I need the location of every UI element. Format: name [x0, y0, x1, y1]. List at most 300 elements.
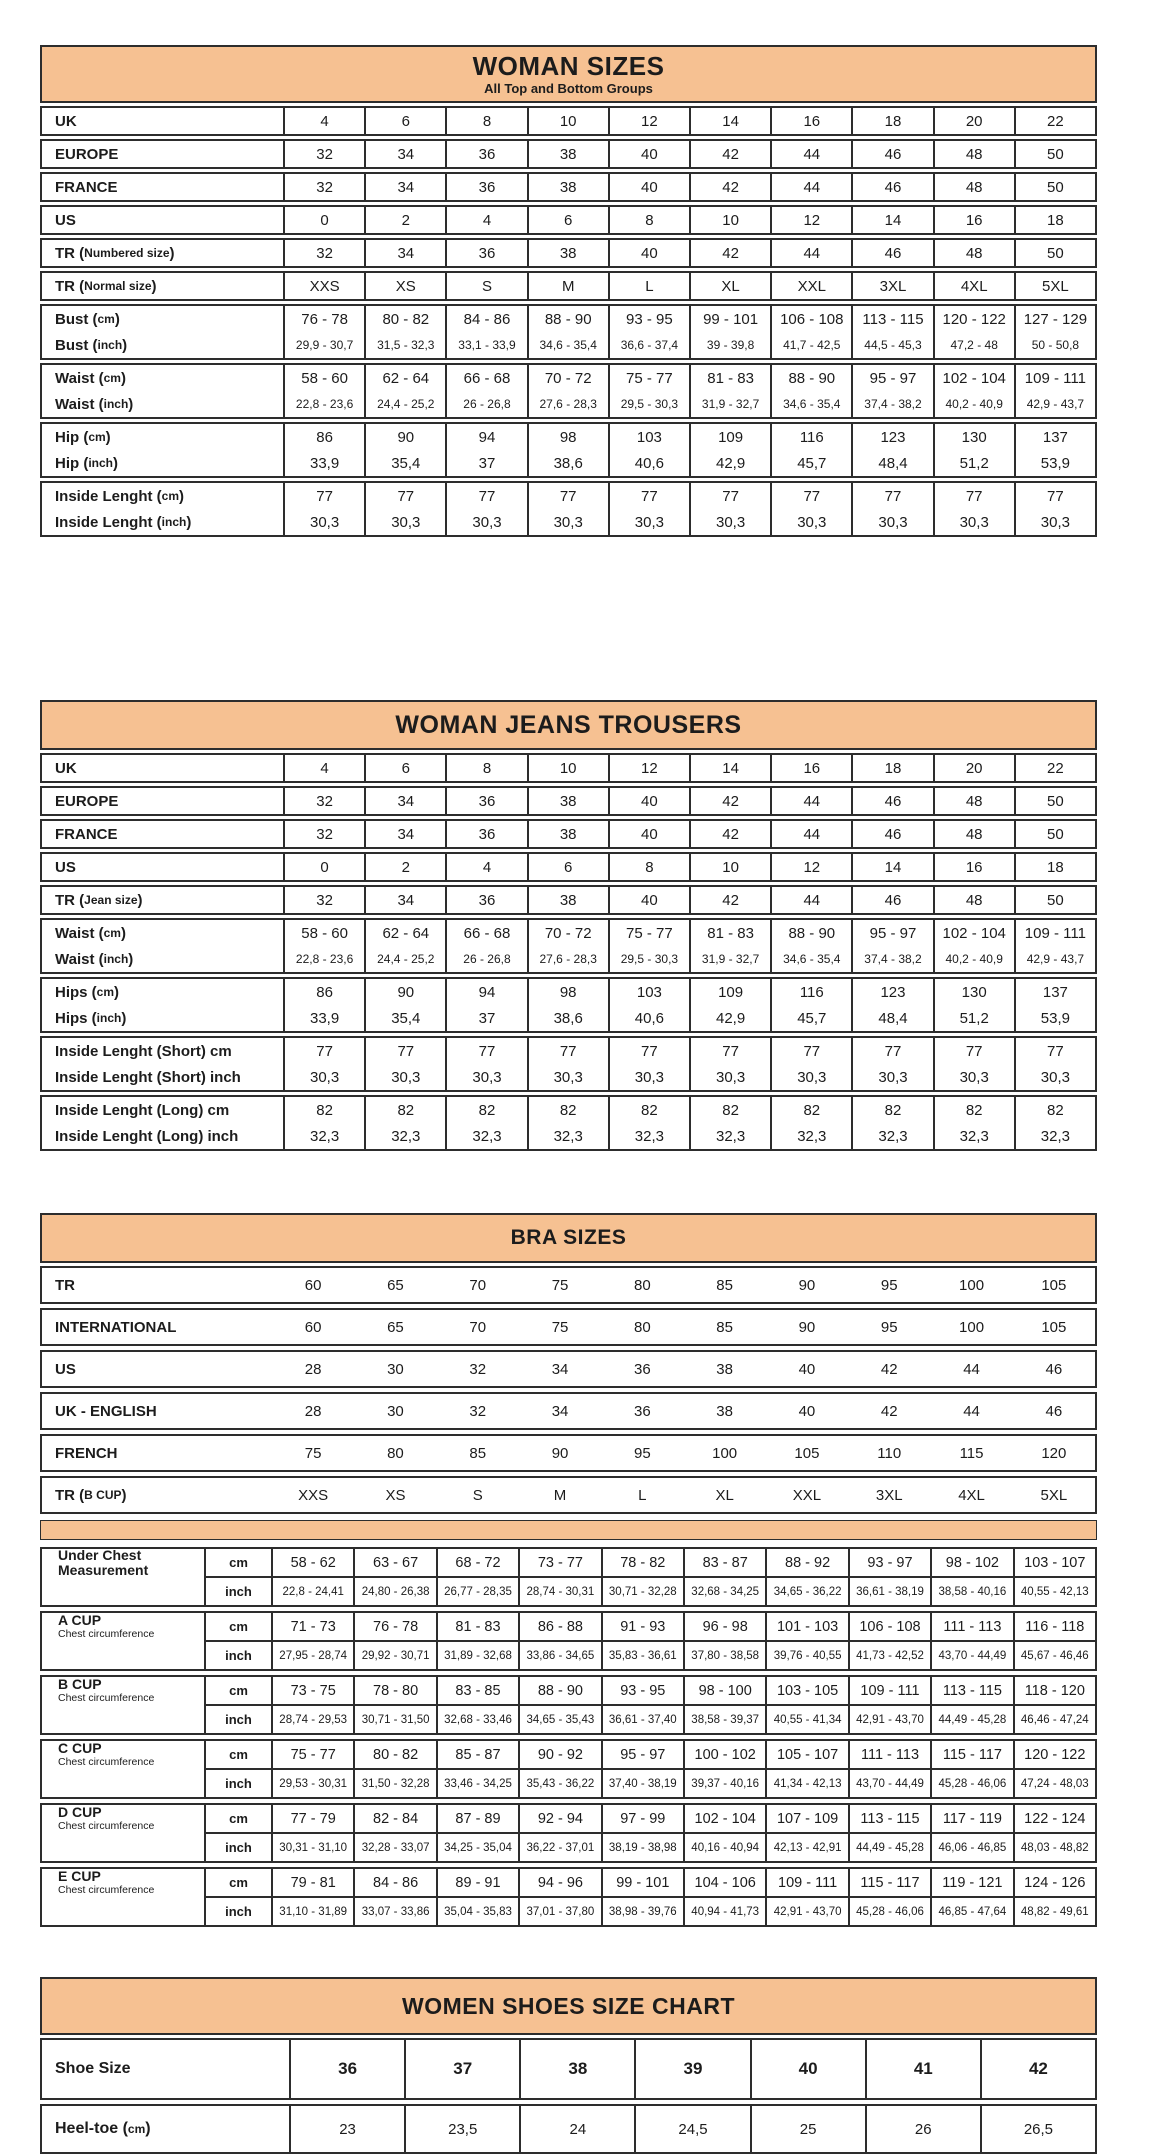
size-value: 113 - 115 [930, 1677, 1012, 1706]
size-value: 77 [527, 1038, 608, 1064]
size-value: 46,85 - 47,64 [930, 1898, 1012, 1925]
size-value: 76 - 78 [353, 1613, 435, 1642]
row-label: UK [55, 759, 77, 777]
woman-sizes-table [40, 45, 1097, 537]
size-value: 38,58 - 40,16 [930, 1578, 1012, 1605]
size-value: 31,89 - 32,68 [436, 1642, 518, 1669]
size-value: 36 [445, 240, 526, 266]
size-value: 98 [527, 979, 608, 1005]
size-value: 42 [689, 788, 770, 814]
size-value: 105 - 107 [765, 1741, 847, 1770]
size-value: 58 - 60 [283, 920, 364, 946]
size-value: 89 - 91 [436, 1869, 518, 1898]
size-value: 41,34 - 42,13 [765, 1770, 847, 1797]
size-value: 3XL [875, 1486, 903, 1504]
size-value: 37,4 - 38,2 [851, 946, 932, 972]
row-group [40, 2038, 1097, 2100]
size-value: 30,3 [445, 509, 526, 535]
size-value: 44 [963, 1360, 980, 1378]
cup-row-group [40, 1803, 1097, 1863]
size-value: 44 [963, 1402, 980, 1420]
size-value: 63 - 67 [353, 1549, 435, 1578]
row-group [40, 1392, 1097, 1430]
size-value: 6 [364, 755, 445, 781]
row-label: Waist ( cm ) [55, 369, 126, 387]
size-value: 35,4 [364, 1005, 445, 1031]
size-value: 42,9 [689, 450, 770, 476]
size-value: 2 [364, 854, 445, 880]
size-value: 30,3 [770, 1064, 851, 1090]
size-value: 106 - 108 [770, 306, 851, 332]
size-value: 117 - 119 [930, 1805, 1012, 1834]
size-value: 36 [445, 887, 526, 913]
size-value: S [472, 1486, 483, 1504]
woman-jeans-rows [40, 753, 1097, 1151]
size-value: 30,3 [689, 1064, 770, 1090]
size-value: 77 [851, 1038, 932, 1064]
size-value: 130 [933, 979, 1014, 1005]
size-value: 96 - 98 [683, 1613, 765, 1642]
size-value: 33,86 - 34,65 [518, 1642, 600, 1669]
row-label: TR ( Numbered size ) [55, 244, 175, 262]
size-value: 120 [1041, 1444, 1067, 1462]
unit-label-inch: inch [204, 1578, 271, 1605]
size-value: 46 [851, 240, 932, 266]
row-group [40, 885, 1097, 915]
size-value: 68 - 72 [436, 1549, 518, 1578]
size-value: 38 [527, 141, 608, 167]
size-value: 8 [608, 854, 689, 880]
size-value: 38 [527, 174, 608, 200]
size-value: 99 - 101 [689, 306, 770, 332]
row-label: UK - ENGLISH [55, 1402, 157, 1420]
row-group [40, 819, 1097, 849]
row-group [40, 238, 1097, 268]
size-value: 70 - 72 [527, 365, 608, 391]
size-value: 85 - 87 [436, 1741, 518, 1770]
size-value: 34 [364, 174, 445, 200]
size-value: 81 - 83 [436, 1613, 518, 1642]
row-group [40, 1308, 1097, 1346]
size-value: 37,01 - 37,80 [518, 1898, 600, 1925]
size-value: 8 [608, 207, 689, 233]
size-value: 18 [851, 108, 932, 134]
size-value: 40,2 - 40,9 [933, 946, 1014, 972]
size-value: 3XL [851, 273, 932, 299]
size-value: 137 [1014, 424, 1095, 450]
size-value: 84 - 86 [353, 1869, 435, 1898]
cup-row-group [40, 1611, 1097, 1671]
size-value: 75 [304, 1444, 322, 1462]
size-value: 50 [1014, 887, 1095, 913]
row-group [40, 1036, 1097, 1092]
row-group [40, 304, 1097, 360]
size-value: 27,6 - 28,3 [527, 946, 608, 972]
size-value: 12 [770, 854, 851, 880]
size-value: 32,68 - 34,25 [683, 1578, 765, 1605]
divider-band [40, 1520, 1097, 1540]
size-value: 46,06 - 46,85 [930, 1834, 1012, 1861]
size-value: 103 [608, 424, 689, 450]
size-value: 73 - 75 [271, 1677, 353, 1706]
size-value: XL [715, 1486, 734, 1504]
size-value: 10 [527, 108, 608, 134]
size-value: 48 [933, 240, 1014, 266]
size-value: 41,7 - 42,5 [770, 332, 851, 358]
size-value: 32 [283, 141, 364, 167]
row-label: Waist ( inch ) [55, 395, 134, 413]
size-value: 37,80 - 38,58 [683, 1642, 765, 1669]
size-value: 26 - 26,8 [445, 391, 526, 417]
size-value: 40,55 - 41,34 [765, 1706, 847, 1733]
row-group [40, 172, 1097, 202]
size-value: 99 - 101 [601, 1869, 683, 1898]
size-value: L [608, 273, 689, 299]
size-value: 4 [445, 207, 526, 233]
size-value: 109 [689, 979, 770, 1005]
row-group [40, 1095, 1097, 1151]
size-value: 38 [527, 240, 608, 266]
size-value: 115 - 117 [930, 1741, 1012, 1770]
size-value: 65 [387, 1276, 404, 1294]
size-chart-page [40, 45, 1097, 2154]
size-value: 85 [716, 1318, 733, 1336]
size-value: 30,71 - 32,28 [601, 1578, 683, 1605]
bra-sizes-header [40, 1213, 1097, 1263]
size-value: 77 [770, 483, 851, 509]
size-value: 71 - 73 [271, 1613, 353, 1642]
table-title: BRA SIZES [510, 1226, 627, 1249]
size-value: 102 - 104 [933, 365, 1014, 391]
size-value: 28 [304, 1360, 322, 1378]
woman-jeans-header [40, 700, 1097, 750]
size-value: 95 [634, 1444, 651, 1462]
size-value: 86 - 88 [518, 1613, 600, 1642]
size-value: 75 - 77 [608, 365, 689, 391]
row-label: Inside Lenght ( inch ) [55, 513, 192, 531]
size-value: 46,46 - 47,24 [1013, 1706, 1095, 1733]
size-value: 95 [880, 1318, 898, 1336]
cup-row-group [40, 1867, 1097, 1927]
size-value: 18 [851, 755, 932, 781]
size-value: 36 [289, 2040, 404, 2098]
size-value: 80 - 82 [364, 306, 445, 332]
size-value: 40 [608, 141, 689, 167]
row-label: UK [55, 112, 77, 130]
size-value: 77 [689, 483, 770, 509]
size-value: 22 [1014, 755, 1095, 781]
size-value: 34 [364, 141, 445, 167]
size-value: 33,9 [283, 1005, 364, 1031]
woman-sizes-header [40, 45, 1097, 103]
size-value: 45,7 [770, 1005, 851, 1031]
size-value: 34 [551, 1360, 569, 1378]
size-value: 32,3 [1014, 1123, 1095, 1149]
size-value: 77 [689, 1038, 770, 1064]
size-value: 26,5 [980, 2106, 1095, 2152]
size-value: 97 - 99 [601, 1805, 683, 1834]
size-value: 22,8 - 24,41 [271, 1578, 353, 1605]
row-label: TR ( Normal size ) [55, 277, 157, 295]
size-value: 40 [608, 788, 689, 814]
size-value: 109 - 111 [765, 1869, 847, 1898]
size-value: 82 [689, 1097, 770, 1123]
size-value: 10 [689, 207, 770, 233]
size-value: 76 - 78 [283, 306, 364, 332]
size-value: 77 [608, 483, 689, 509]
row-label: Hips ( inch ) [55, 1009, 127, 1027]
size-value: 82 [445, 1097, 526, 1123]
size-value: 80 - 82 [353, 1741, 435, 1770]
size-value: 44,5 - 45,3 [851, 332, 932, 358]
size-value: 27,6 - 28,3 [527, 391, 608, 417]
size-value: 88 - 92 [765, 1549, 847, 1578]
unit-label-cm: cm [204, 1741, 271, 1770]
size-value: 77 - 79 [271, 1805, 353, 1834]
size-value: 5XL [1014, 273, 1095, 299]
row-label: Waist ( cm ) [55, 924, 126, 942]
row-label: FRENCH [55, 1444, 118, 1462]
size-value: 50 [1014, 240, 1095, 266]
size-value: 40,6 [608, 1005, 689, 1031]
row-group [40, 106, 1097, 136]
size-value: 37,40 - 38,19 [601, 1770, 683, 1797]
row-group [40, 481, 1097, 537]
size-value: 42 [689, 887, 770, 913]
size-value: 48,82 - 49,61 [1013, 1898, 1095, 1925]
size-value: 39,37 - 40,16 [683, 1770, 765, 1797]
size-value: 35,83 - 36,61 [601, 1642, 683, 1669]
size-value: 42 [980, 2040, 1095, 2098]
size-value: 30,3 [851, 509, 932, 535]
unit-label-cm: cm [204, 1869, 271, 1898]
row-label: Shoe Size [55, 2060, 131, 2077]
shoes-header [40, 1977, 1097, 2035]
size-value: 0 [283, 207, 364, 233]
row-label: INTERNATIONAL [55, 1318, 177, 1336]
size-value: 41,73 - 42,52 [848, 1642, 930, 1669]
row-label: Heel-toe ( cm ) [55, 2120, 151, 2137]
size-value: 98 [527, 424, 608, 450]
size-value: 46 [851, 174, 932, 200]
size-value: 12 [608, 755, 689, 781]
size-value: 31,10 - 31,89 [271, 1898, 353, 1925]
unit-label-inch: inch [204, 1642, 271, 1669]
size-value: 30,3 [283, 509, 364, 535]
size-value: 38,6 [527, 1005, 608, 1031]
row-group [40, 852, 1097, 882]
size-value: 85 [469, 1444, 487, 1462]
size-value: 6 [364, 108, 445, 134]
shoes-table [40, 1977, 1097, 2154]
row-label: FRANCE [55, 178, 118, 196]
size-value: 12 [608, 108, 689, 134]
size-value: 82 [364, 1097, 445, 1123]
cup-label: E CUP Chest circumference [58, 1869, 155, 1896]
size-value: 111 - 113 [848, 1741, 930, 1770]
size-value: 86 [283, 979, 364, 1005]
size-value: 4 [445, 854, 526, 880]
size-value: 118 - 120 [1013, 1677, 1095, 1706]
size-value: 47,24 - 48,03 [1013, 1770, 1095, 1797]
size-value: 42,9 [689, 1005, 770, 1031]
size-value: 62 - 64 [364, 920, 445, 946]
size-value: 116 [770, 979, 851, 1005]
table-title: WOMEN SHOES SIZE CHART [401, 1993, 735, 2019]
size-value: 42 [689, 141, 770, 167]
size-value: 60 [304, 1318, 322, 1336]
size-value: 98 - 102 [930, 1549, 1012, 1578]
size-value: 92 - 94 [518, 1805, 600, 1834]
size-value: 100 [959, 1318, 985, 1336]
size-value: 30,3 [608, 1064, 689, 1090]
size-value: 6 [527, 854, 608, 880]
cup-label: Under Chest Measurement [58, 1549, 149, 1576]
size-value: 5XL [1040, 1486, 1068, 1504]
size-value: 38 [716, 1360, 733, 1378]
size-value: 46 [851, 887, 932, 913]
size-value: 28,74 - 30,31 [518, 1578, 600, 1605]
size-value: XXL [792, 1486, 822, 1504]
row-label: TR ( Jean size ) [55, 891, 143, 909]
size-value: 48 [933, 788, 1014, 814]
table-title: WOMAN JEANS TROUSERS [395, 711, 742, 739]
size-value: 58 - 60 [283, 365, 364, 391]
row-label: Hip ( cm ) [55, 428, 111, 446]
size-value: M [553, 1486, 567, 1504]
size-value: 40 [608, 174, 689, 200]
size-value: 45,7 [770, 450, 851, 476]
size-value: 77 [364, 1038, 445, 1064]
size-value: 32,3 [770, 1123, 851, 1149]
size-value: 70 [469, 1318, 487, 1336]
size-value: 30,3 [851, 1064, 932, 1090]
size-value: 116 [770, 424, 851, 450]
size-value: 30,3 [283, 1064, 364, 1090]
size-value: 119 - 121 [930, 1869, 1012, 1898]
size-value: 77 [445, 483, 526, 509]
size-value: XS [364, 273, 445, 299]
size-value: 40 [750, 2040, 865, 2098]
size-value: 95 - 97 [851, 920, 932, 946]
shoes-rows [40, 2038, 1097, 2154]
size-value: 38 [716, 1402, 733, 1420]
size-value: 22,8 - 23,6 [283, 391, 364, 417]
size-value: 90 - 92 [518, 1741, 600, 1770]
size-value: 36 [634, 1360, 651, 1378]
size-value: 32,3 [527, 1123, 608, 1149]
size-value: 30,3 [689, 509, 770, 535]
size-value: 38 [527, 788, 608, 814]
cup-row-group [40, 1547, 1097, 1607]
size-value: 33,46 - 34,25 [436, 1770, 518, 1797]
size-value: 88 - 90 [527, 306, 608, 332]
size-value: 58 - 62 [271, 1549, 353, 1578]
size-value: 44 [770, 240, 851, 266]
size-value: 82 [933, 1097, 1014, 1123]
size-value: 32,3 [445, 1123, 526, 1149]
size-value: 29,5 - 30,3 [608, 391, 689, 417]
size-value: 115 [959, 1444, 984, 1462]
size-value: 35,04 - 35,83 [436, 1898, 518, 1925]
size-value: 44 [770, 821, 851, 847]
size-value: 32,3 [608, 1123, 689, 1149]
size-value: 41 [865, 2040, 980, 2098]
size-value: 30,3 [527, 1064, 608, 1090]
size-value: S [445, 273, 526, 299]
size-value: 44 [770, 174, 851, 200]
size-value: 113 - 115 [848, 1805, 930, 1834]
size-value: 66 - 68 [445, 920, 526, 946]
size-value: 88 - 90 [518, 1677, 600, 1706]
size-value: 82 [770, 1097, 851, 1123]
size-value: 24 [519, 2106, 634, 2152]
size-value: 130 [933, 424, 1014, 450]
size-value: 127 - 129 [1014, 306, 1095, 332]
row-label: FRANCE [55, 825, 118, 843]
table-title: WOMAN SIZES [472, 51, 665, 81]
size-value: 48,03 - 48,82 [1013, 1834, 1095, 1861]
row-label: Hips ( cm ) [55, 983, 120, 1001]
size-value: 105 [1041, 1318, 1067, 1336]
unit-label-cm: cm [204, 1677, 271, 1706]
row-group [40, 139, 1097, 169]
size-value: 32 [283, 821, 364, 847]
row-group [40, 918, 1097, 974]
size-value: 109 [689, 424, 770, 450]
size-value: 36,61 - 37,40 [601, 1706, 683, 1733]
size-value: 26,77 - 28,35 [436, 1578, 518, 1605]
size-value: 34 [364, 821, 445, 847]
size-value: 77 [283, 1038, 364, 1064]
size-value: 93 - 97 [848, 1549, 930, 1578]
size-value: 32,3 [364, 1123, 445, 1149]
size-value: 50 - 50,8 [1014, 332, 1095, 358]
size-value: 115 - 117 [848, 1869, 930, 1898]
size-value: 75 [551, 1276, 569, 1294]
size-value: 26 [865, 2106, 980, 2152]
row-label: TR [55, 1276, 75, 1294]
size-value: 14 [689, 108, 770, 134]
size-value: 107 - 109 [765, 1805, 847, 1834]
size-value: 24,4 - 25,2 [364, 391, 445, 417]
size-value: 83 - 85 [436, 1677, 518, 1706]
size-value: 30,3 [527, 509, 608, 535]
size-value: 31,5 - 32,3 [364, 332, 445, 358]
size-value: 113 - 115 [851, 306, 932, 332]
size-value: 30 [387, 1360, 404, 1378]
size-value: 35,4 [364, 450, 445, 476]
size-value: 60 [304, 1276, 322, 1294]
size-value: 40,16 - 40,94 [683, 1834, 765, 1861]
size-value: 90 [364, 424, 445, 450]
cup-label: B CUP Chest circumference [58, 1677, 155, 1704]
size-value: 111 - 113 [930, 1613, 1012, 1642]
size-value: 46 [851, 788, 932, 814]
size-value: 37 [445, 1005, 526, 1031]
size-value: 4 [283, 755, 364, 781]
size-value: 103 - 105 [765, 1677, 847, 1706]
size-value: 37 [445, 450, 526, 476]
size-value: 82 - 84 [353, 1805, 435, 1834]
size-value: 4XL [958, 1486, 985, 1504]
size-value: 34,25 - 35,04 [436, 1834, 518, 1861]
size-value: 33,07 - 33,86 [353, 1898, 435, 1925]
size-value: 32 [283, 887, 364, 913]
size-value: XL [689, 273, 770, 299]
size-value: 34 [364, 240, 445, 266]
size-value: 30,3 [933, 1064, 1014, 1090]
